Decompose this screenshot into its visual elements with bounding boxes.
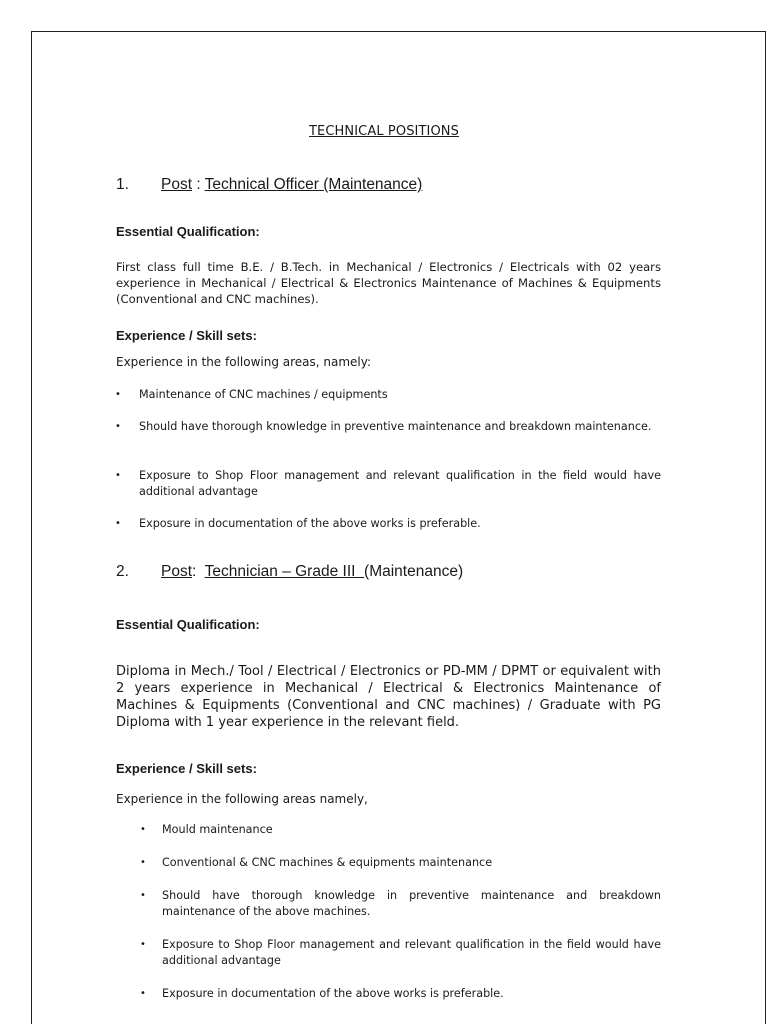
bullet-text: Exposure to Shop Floor management and relevant qualification in the field would have additional advantage xyxy=(162,938,661,967)
bullet-dot-icon: • xyxy=(140,939,146,950)
bullet-text: Maintenance of CNC machines / equipments xyxy=(139,388,388,401)
post-2-bullet-5 xyxy=(140,986,661,1002)
post-1-heading xyxy=(116,176,422,194)
bullet-dot-icon: • xyxy=(140,890,146,901)
post-1-bullet-3 xyxy=(115,468,661,500)
bullet-text: Exposure in documentation of the above works is preferable. xyxy=(162,987,504,1000)
post-1-qualification-label: Essential Qualification: xyxy=(116,224,260,239)
post-1-experience-intro: Experience in the following areas, namely: xyxy=(116,355,372,369)
post-1-bullet-2 xyxy=(115,419,661,435)
bullet-dot-icon: • xyxy=(140,857,146,868)
post-1-bullet-4 xyxy=(115,516,661,532)
post-2-heading xyxy=(116,563,463,581)
post-1-separator: : xyxy=(192,176,205,193)
post-2-bullet-3 xyxy=(140,888,661,920)
post-2-title-suffix: (Maintenance) xyxy=(364,563,464,580)
post-1-qualification-text: First class full time B.E. / B.Tech. in Mechanical / Electronics / Electricals with 02 years experience in Mechanical / Electrical & Electronics Maintenance of Machines & Equipments (Conventional and CNC machines). xyxy=(116,260,661,306)
post-2-experience-label: Experience / Skill sets: xyxy=(116,761,257,776)
post-2-qualification-text: Diploma in Mech./ Tool / Electrical / Electronics or PD-MM / DPMT or equivalent with 2 years experience in Mechanical / Electrical & Electronics Maintenance of Machines & Equipments (Conventional and CNC machines) / Graduate with PG Diploma with 1 year experience in the relevant field. xyxy=(116,664,661,730)
bullet-dot-icon: • xyxy=(115,421,121,432)
document-title: TECHNICAL POSITIONS xyxy=(309,124,459,139)
bullet-text: Should have thorough knowledge in preventive maintenance and breakdown maintenance. xyxy=(139,420,652,433)
bullet-text: Should have thorough knowledge in preventive maintenance and breakdown maintenance of the above machines. xyxy=(162,889,661,918)
bullet-dot-icon: • xyxy=(140,824,146,835)
post-2-bullet-2 xyxy=(140,855,661,871)
post-2-separator: : xyxy=(192,563,205,580)
post-2-experience-intro: Experience in the following areas namely, xyxy=(116,792,368,806)
post-2-bullet-1 xyxy=(140,822,661,838)
bullet-dot-icon: • xyxy=(115,518,121,529)
post-2-qualification-label: Essential Qualification: xyxy=(116,617,260,632)
bullet-text: Exposure to Shop Floor management and relevant qualification in the field would have additional advantage xyxy=(139,469,661,498)
post-2-title: Technician – Grade III xyxy=(204,563,365,580)
post-1-bullet-1 xyxy=(115,387,661,403)
post-1-experience-label: Experience / Skill sets: xyxy=(116,328,257,343)
post-2-bullet-4 xyxy=(140,937,661,969)
post-1-title: Technical Officer (Maintenance) xyxy=(204,176,423,193)
post-1-post-word: Post xyxy=(161,176,193,193)
post-2-post-word: Post xyxy=(161,563,193,580)
bullet-text: Exposure in documentation of the above works is preferable. xyxy=(139,517,481,530)
post-1-number: 1. xyxy=(116,176,129,193)
post-2-number: 2. xyxy=(116,563,129,580)
bullet-dot-icon: • xyxy=(115,470,121,481)
bullet-dot-icon: • xyxy=(115,389,121,400)
bullet-text: Conventional & CNC machines & equipments maintenance xyxy=(162,856,493,869)
bullet-text: Mould maintenance xyxy=(162,823,273,836)
bullet-dot-icon: • xyxy=(140,988,146,999)
